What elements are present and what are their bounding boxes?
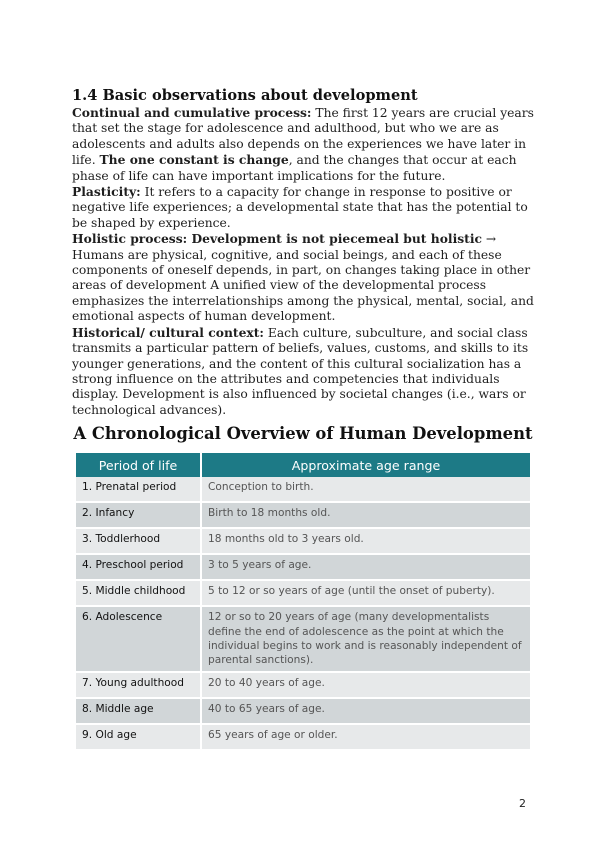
range-cell: 65 years of age or older. (201, 724, 530, 750)
range-cell: 5 to 12 or so years of age (until the onset of puberty). (201, 580, 530, 606)
header-period-of-life: Period of life (76, 453, 201, 477)
emphasis-constant-change: The one constant is change (99, 152, 289, 168)
table-row (76, 477, 530, 502)
table-row (76, 724, 530, 750)
period-cell: 5. Middle childhood (76, 580, 201, 606)
period-cell: 6. Adolescence (76, 606, 201, 672)
term-continual: Continual and cumulative process: (72, 105, 312, 120)
table-row (76, 580, 530, 606)
range-cell: 20 to 40 years of age. (201, 672, 530, 698)
page-number: 2 (519, 797, 526, 810)
text-plasticity: It refers to a capacity for change in response to positive or negative life experiences; a developmental state that has the potential to be shaped by experience. (72, 185, 528, 230)
table-row (76, 698, 530, 724)
range-cell: 40 to 65 years of age. (201, 698, 530, 724)
range-cell: Birth to 18 months old. (201, 502, 530, 528)
range-cell: 12 or so to 20 years of age (many developmentalists define the end of adolescence as the point at which the individual begins to work and is reasonably independent of parental sanctions). (201, 606, 530, 672)
period-cell: 1. Prenatal period (76, 477, 201, 502)
paragraph-historical (72, 325, 534, 418)
arrow-icon: → (482, 232, 497, 247)
text-continual-2: , and the changes that occur at each phase of life can have important implications for the future. (72, 153, 517, 183)
figure-title: A Chronological Overview of Human Development (73, 424, 533, 444)
paragraph-plasticity (72, 184, 534, 231)
period-cell: 9. Old age (76, 724, 201, 750)
range-cell: 3 to 5 years of age. (201, 554, 530, 580)
table-row (76, 672, 530, 698)
term-holistic: Holistic process: Development is not piecemeal but holistic (72, 231, 483, 247)
paragraph-holistic (72, 231, 534, 324)
table-row (76, 528, 530, 554)
period-cell: 2. Infancy (76, 502, 201, 528)
period-cell: 8. Middle age (76, 698, 201, 724)
table-row (76, 502, 530, 528)
table-row (76, 554, 530, 580)
header-age-range: Approximate age range (201, 453, 530, 477)
term-historical: Historical/ cultural context: (72, 324, 264, 340)
age-range-table (76, 453, 530, 751)
range-cell: 18 months old to 3 years old. (201, 528, 530, 554)
table-header-row (76, 453, 530, 477)
table-row (76, 606, 530, 672)
range-cell: Conception to birth. (201, 477, 530, 502)
page-content (72, 87, 534, 751)
section-heading: 1.4 Basic observations about development (72, 87, 418, 104)
text-continual-1: The first 12 years are crucial years that set the stage for adolescence and adulthood, but who we are as adolescents and adults also depends on the experiences we have later in life. (72, 106, 534, 168)
term-plasticity: Plasticity: (72, 184, 141, 200)
period-cell: 7. Young adulthood (76, 672, 201, 698)
period-cell: 4. Preschool period (76, 554, 201, 580)
text-historical: Each culture, subculture, and social class transmits a particular pattern of beliefs, values, customs, and skills to its younger generations, and the content of this cultural socialization has a strong influence on the attributes and competencies that individuals display. Development is also influenced by societal changes (i.e., wars or technological advances). (72, 325, 529, 417)
text-holistic: Humans are physical, cognitive, and social beings, and each of these components of oneself depends, in part, on changes taking place in other areas of development A unified view of the developmental process emphasizes the interrelationships among the physical, mental, social, and emotional aspects of human development. (72, 247, 534, 324)
paragraph-continual (72, 105, 534, 184)
period-cell: 3. Toddlerhood (76, 528, 201, 554)
